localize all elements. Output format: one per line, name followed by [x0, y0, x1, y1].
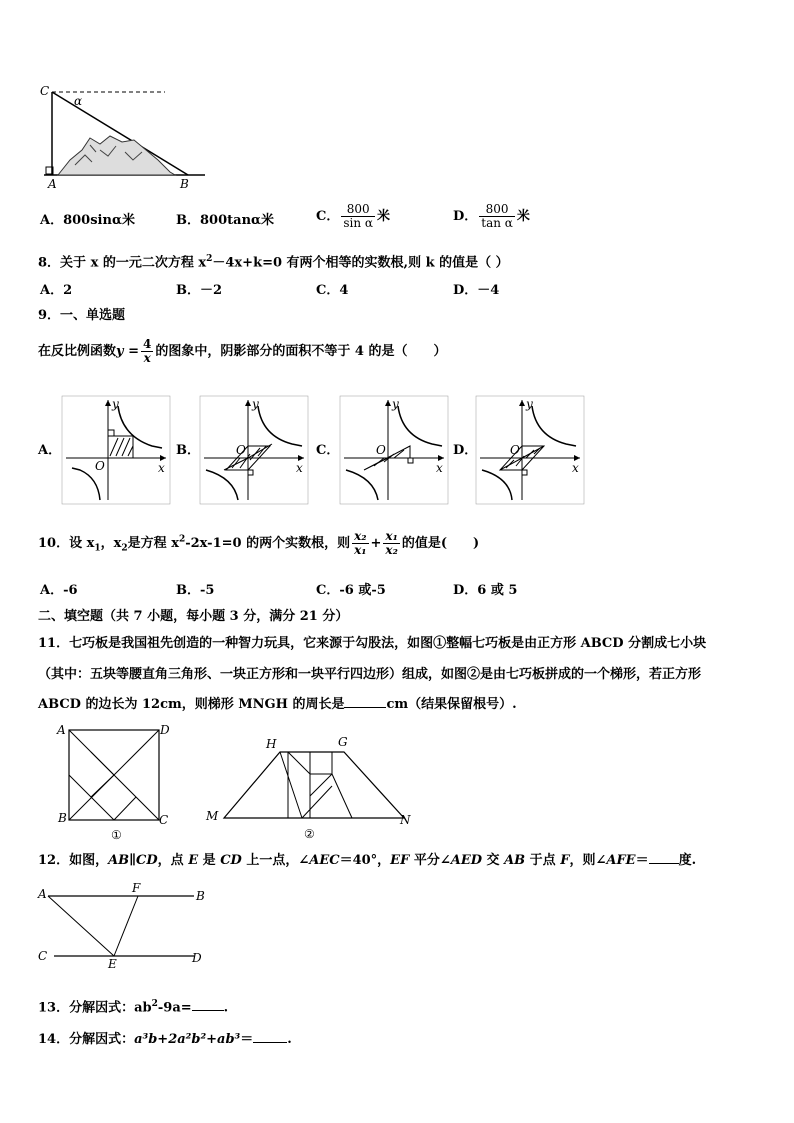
- axis-y: y: [252, 397, 259, 411]
- label-b: B: [180, 177, 189, 191]
- label-d: D: [160, 723, 170, 737]
- label-c: C: [159, 813, 169, 827]
- q7-figure: [30, 80, 210, 192]
- label-a: A: [38, 887, 47, 901]
- q10-option-a: A．-6: [40, 583, 78, 598]
- q10-option-b: B．-5: [176, 583, 215, 598]
- q10-option-c: C．-6 或-5: [316, 583, 386, 598]
- label-c: C: [38, 949, 48, 963]
- origin: O: [95, 459, 105, 473]
- q8-option-a: A．2: [40, 283, 73, 298]
- q11-line-1: 11．七巧板是我国祖先创造的一种智力玩具，它来源于勾股法，如图①整幅七巧板是由正方形 ABCD 分割成七小块: [38, 636, 707, 651]
- q9-graph-letter-d: D．: [453, 443, 478, 458]
- q8-option-c: C．4: [316, 283, 349, 298]
- caption-2: ②: [304, 827, 315, 841]
- label-m: M: [206, 809, 219, 823]
- q7-option-a: A．800sinα米: [40, 213, 135, 228]
- label-a: A: [57, 723, 66, 737]
- q8-option-d: D．－4: [453, 283, 500, 298]
- answer-blank[interactable]: [253, 1042, 287, 1043]
- axis-x: x: [158, 461, 165, 475]
- q9-graph-letter-c: C．: [316, 443, 340, 458]
- q12-figure: [34, 880, 214, 970]
- q9-graph-c: [340, 396, 448, 504]
- label-e: E: [108, 957, 117, 971]
- q9-graph-letter-b: B．: [176, 443, 200, 458]
- label-c: C: [40, 84, 50, 98]
- axis-y: y: [112, 397, 119, 411]
- origin: O: [236, 443, 246, 457]
- label-alpha: α: [74, 94, 83, 108]
- origin: O: [510, 443, 520, 457]
- label-b: B: [58, 811, 67, 825]
- label-a: A: [48, 177, 57, 191]
- q10-question: 10．设 $x_1$，$x_2$是方程 $x^2-2x-1=0$ 的两个实数根，则 $\frac{\text{x₂}}{\text{x₁}}$ + $\frac{\text{x₁}}{\text{x₂}}$ 的值是( ): [38, 529, 480, 557]
- answer-blank[interactable]: [649, 863, 679, 864]
- axis-y: y: [392, 397, 399, 411]
- q11-line-2: （其中：五块等腰直角三角形、一块正方形和一块平行四边形）组成，如图②是由七巧板拼成的一个梯形，若正方形: [38, 667, 702, 682]
- caption-1: ①: [111, 828, 122, 842]
- q9-graph-b: [200, 396, 308, 504]
- label-h: H: [266, 737, 277, 751]
- q7-option-c: C． $\frac{800}{\text{sin α}}$ 米: [316, 202, 391, 230]
- answer-blank[interactable]: [344, 707, 386, 708]
- q13-question: 13．分解因式：$ab^2-9a=$ .: [38, 999, 229, 1016]
- label-g: G: [338, 735, 348, 749]
- section-2-heading: 二、填空题（共 7 小题，每小题 3 分，满分 21 分）: [38, 609, 349, 624]
- q11-line-3: ABCD 的边长为 12cm，则梯形 MNGH 的周长是 cm（结果保留根号）.: [38, 697, 517, 712]
- q9-graph-letter-a: A．: [38, 443, 62, 458]
- answer-blank[interactable]: [192, 1010, 224, 1011]
- q7-option-b: B．800tanα米: [176, 213, 275, 228]
- q8-question: 8．关于 x 的一元二次方程 $x^2-4x+k=0$ 有两个相等的实数根,则 k 的值是（ ）: [38, 254, 509, 271]
- q11-figure-2: [200, 734, 420, 844]
- axis-x: x: [296, 461, 303, 475]
- label-b: B: [196, 889, 205, 903]
- q8-option-b: B．－2: [176, 283, 223, 298]
- q9-heading: 9．一、单选题: [38, 308, 126, 323]
- axis-x: x: [436, 461, 443, 475]
- q14-question: 14．分解因式：a³b+2a²b²+ab³＝ .: [38, 1032, 292, 1047]
- q7-option-d: D． $\frac{800}{\text{tan α}}$ 米: [453, 202, 530, 230]
- q10-option-d: D．6 或 5: [453, 583, 518, 598]
- axis-y: y: [526, 397, 533, 411]
- label-f: F: [132, 881, 141, 895]
- origin: O: [376, 443, 386, 457]
- q9-graph-a: [62, 396, 170, 504]
- q9-question: 在反比例函数y = $\frac{4}{x}$ 的图象中，阴影部分的面积不等于 4 的是（ ）: [38, 337, 447, 365]
- label-n: N: [400, 813, 411, 827]
- q11-figure-1: [55, 722, 175, 842]
- q9-graph-d: [476, 396, 584, 504]
- label-d: D: [192, 951, 202, 965]
- axis-x: x: [572, 461, 579, 475]
- q12-question: 12．如图，AB∥CD，点 E 是 CD 上一点，∠AEC＝40°，EF 平分∠AED 交 AB 于点 F，则∠AFE＝ 度.: [38, 853, 697, 868]
